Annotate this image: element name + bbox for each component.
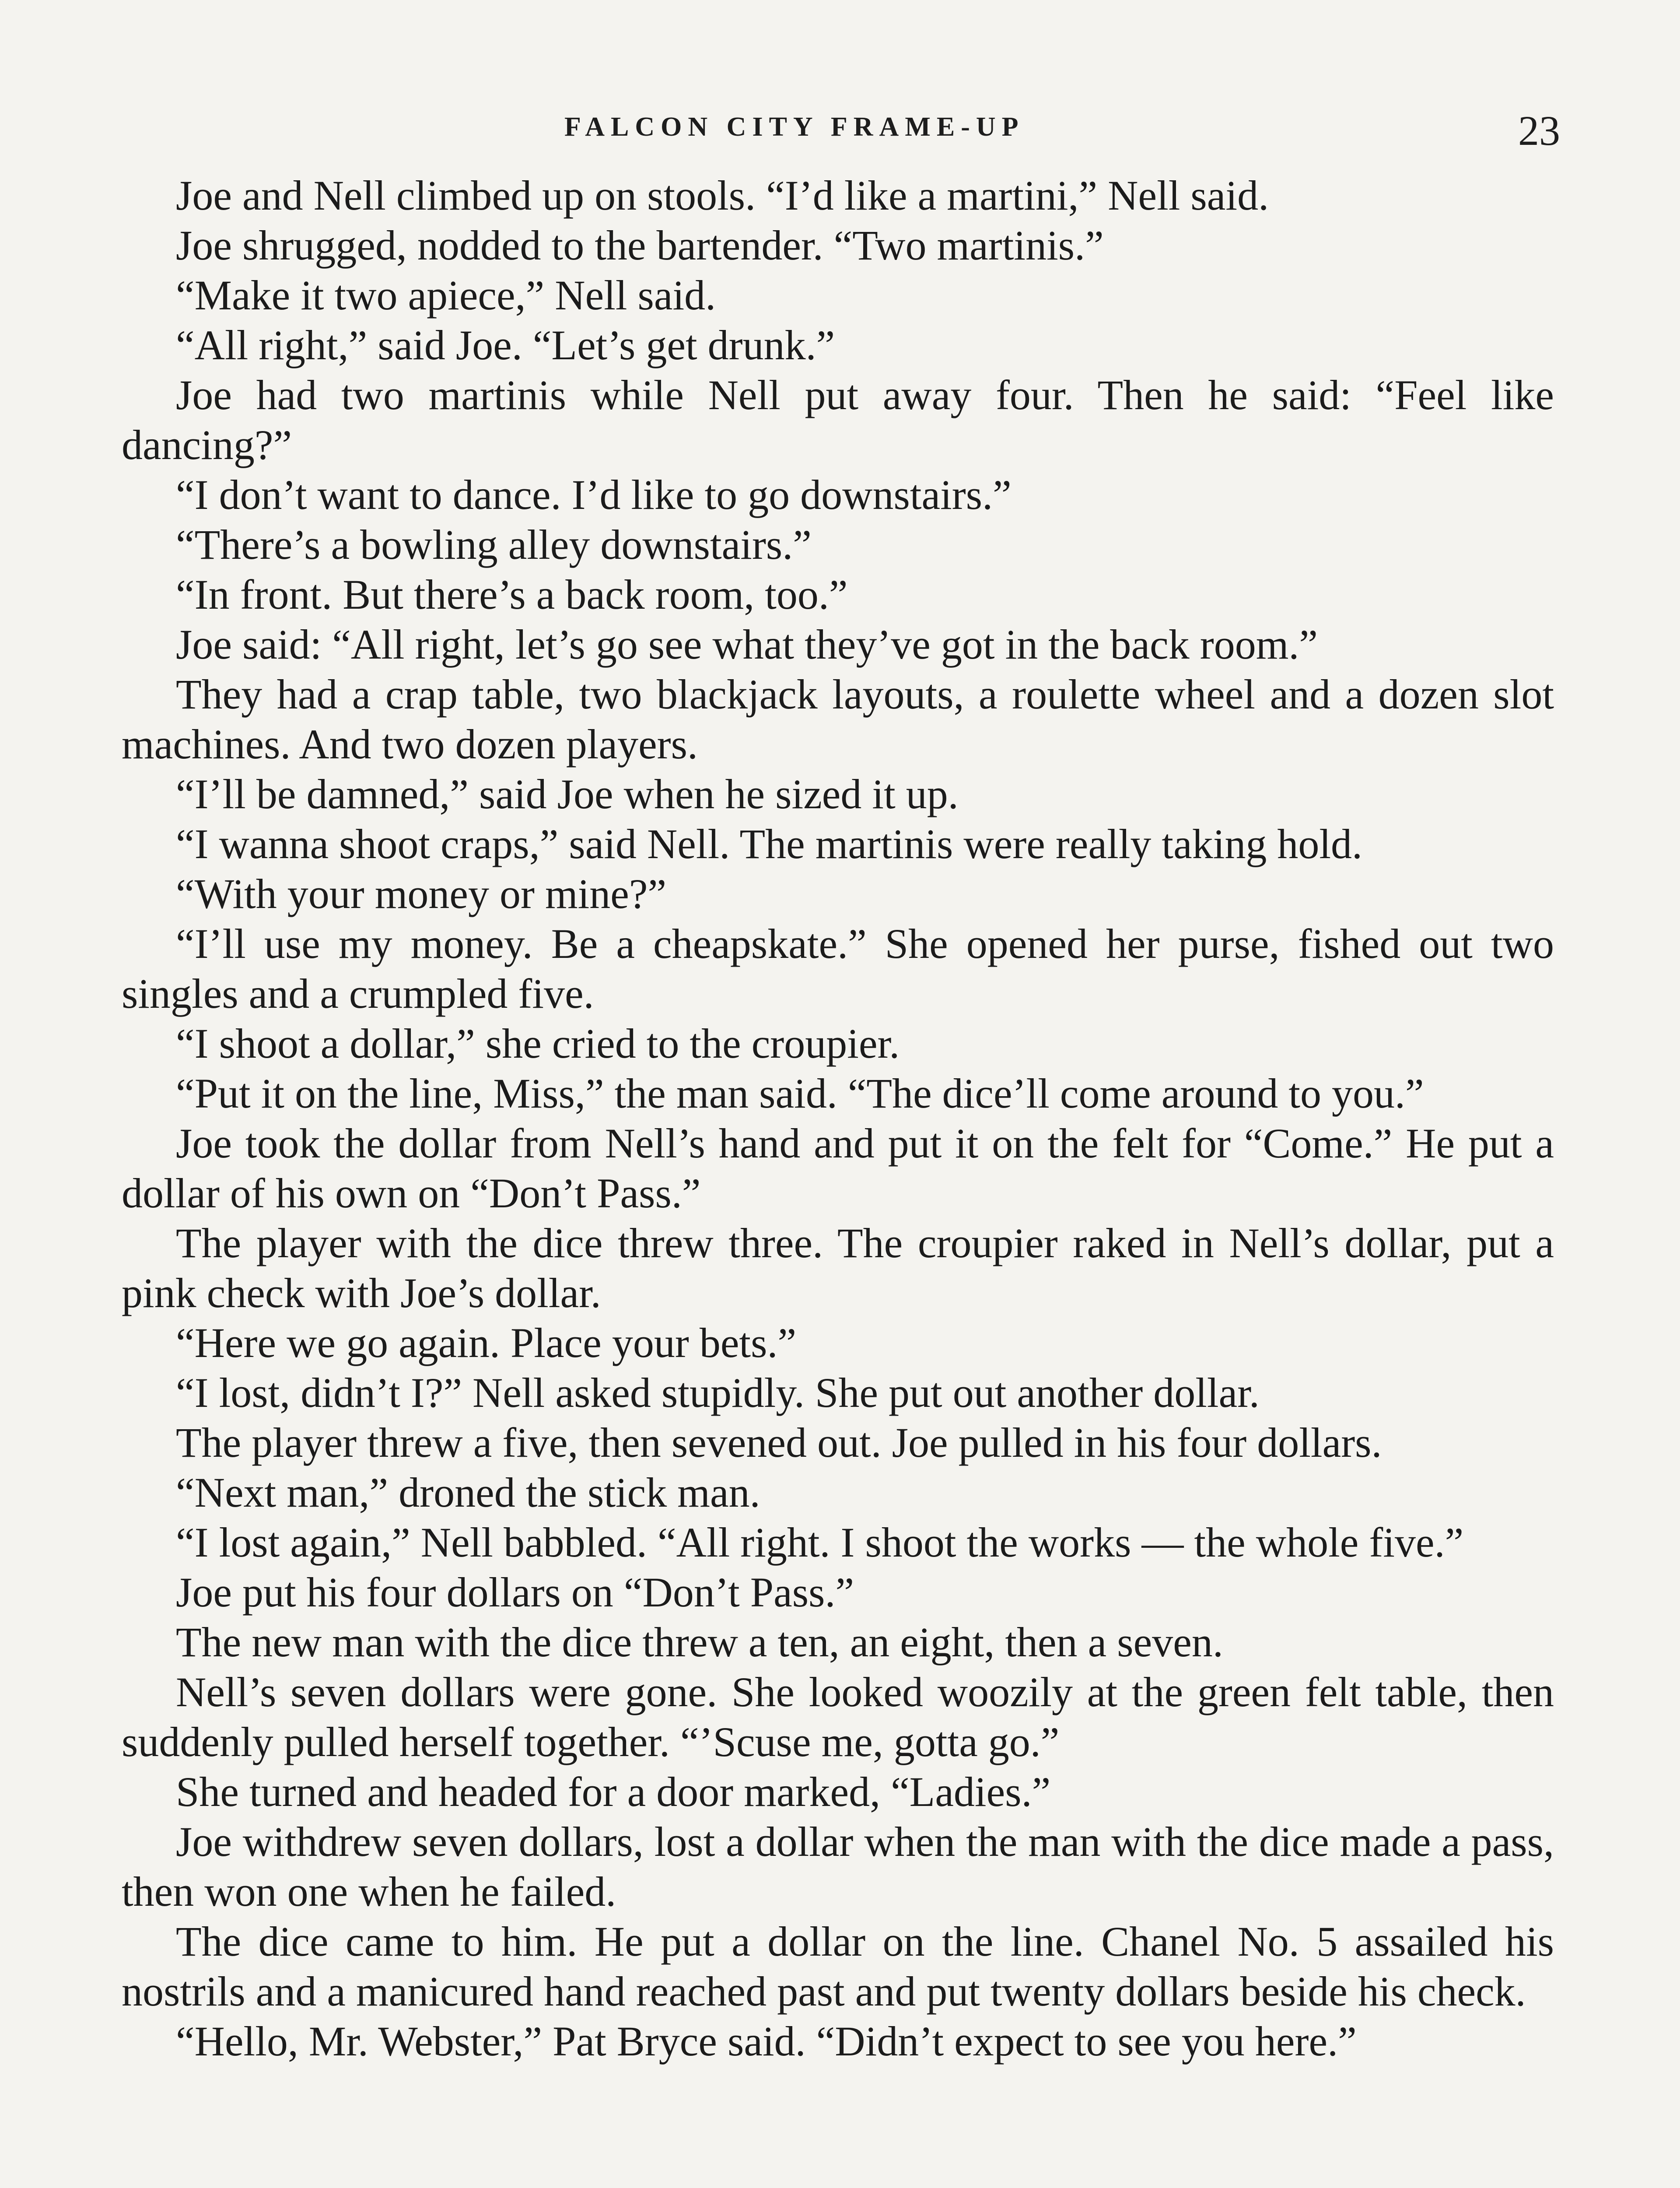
paragraph: The player with the dice threw three. The croupier raked in Nell’s dollar, put a pink check with Joe’s dollar.	[122, 1220, 1554, 1316]
paragraph: The new man with the dice threw a ten, an eight, then a seven.	[176, 1619, 1223, 1666]
paragraph: “Put it on the line, Miss,” the man said. “The dice’ll come around to you.”	[176, 1070, 1424, 1117]
paragraph: “Next man,” droned the stick man.	[176, 1469, 760, 1516]
paragraph: “Hello, Mr. Webster,” Pat Bryce said. “Didn’t expect to see you here.”	[176, 2018, 1357, 2065]
paragraph: “I shoot a dollar,” she cried to the croupier.	[176, 1020, 900, 1067]
body-text	[122, 171, 1554, 2066]
paragraph: “With your money or mine?”	[176, 870, 667, 917]
paragraph: Joe said: “All right, let’s go see what they’ve got in the back room.”	[176, 621, 1318, 668]
paragraph: “There’s a bowling alley downstairs.”	[176, 521, 812, 568]
paragraph: “Here we go again. Place your bets.”	[176, 1319, 797, 1366]
running-title: FALCON CITY FRAME-UP	[564, 112, 1025, 142]
page-header	[0, 103, 1680, 154]
paragraph: “I wanna shoot craps,” said Nell. The martinis were really taking hold.	[176, 820, 1363, 867]
paragraph: “I lost, didn’t I?” Nell asked stupidly. She put out another dollar.	[176, 1369, 1260, 1416]
paragraph: The dice came to him. He put a dollar on the line. Chanel No. 5 assailed his nostrils and a manicured hand reached past and put twenty dollars beside his check.	[122, 1918, 1554, 2015]
paragraph: They had a crap table, two blackjack layouts, a roulette wheel and a dozen slot machines. And two dozen players.	[122, 671, 1554, 768]
paragraph: Joe had two martinis while Nell put away four. Then he said: “Feel like dancing?”	[122, 372, 1554, 468]
paragraph: Joe took the dollar from Nell’s hand and put it on the felt for “Come.” He put a dollar of his own on “Don’t Pass.”	[122, 1120, 1554, 1217]
paragraph: Joe put his four dollars on “Don’t Pass.”	[176, 1569, 854, 1616]
paragraph: Joe withdrew seven dollars, lost a dollar when the man with the dice made a pass, then won one when he failed.	[122, 1818, 1554, 1915]
page-number: 23	[1518, 107, 1560, 154]
paragraph: “In front. But there’s a back room, too.”	[176, 571, 848, 618]
paragraph: The player threw a five, then sevened out. Joe pulled in his four dollars.	[176, 1419, 1382, 1466]
paragraph: She turned and headed for a door marked, “Ladies.”	[176, 1768, 1051, 1815]
paragraph: “I don’t want to dance. I’d like to go downstairs.”	[176, 471, 1012, 518]
paragraph: Joe shrugged, nodded to the bartender. “Two martinis.”	[176, 222, 1104, 269]
paragraph: “I lost again,” Nell babbled. “All right. I shoot the works — the whole five.”	[176, 1519, 1464, 1566]
paragraph: “All right,” said Joe. “Let’s get drunk.”	[176, 322, 835, 368]
paragraph: Nell’s seven dollars were gone. She looked woozily at the green felt table, then suddenly pulled herself together. “’Scuse me, gotta go.”	[122, 1669, 1554, 1765]
paragraph: “Make it two apiece,” Nell said.	[176, 272, 716, 319]
paragraph: “I’ll use my money. Be a cheapskate.” She opened her purse, fished out two singles and a crumpled five.	[122, 920, 1554, 1017]
paragraph: “I’ll be damned,” said Joe when he sized it up.	[176, 771, 959, 817]
paragraph: Joe and Nell climbed up on stools. “I’d like a martini,” Nell said.	[176, 172, 1269, 219]
